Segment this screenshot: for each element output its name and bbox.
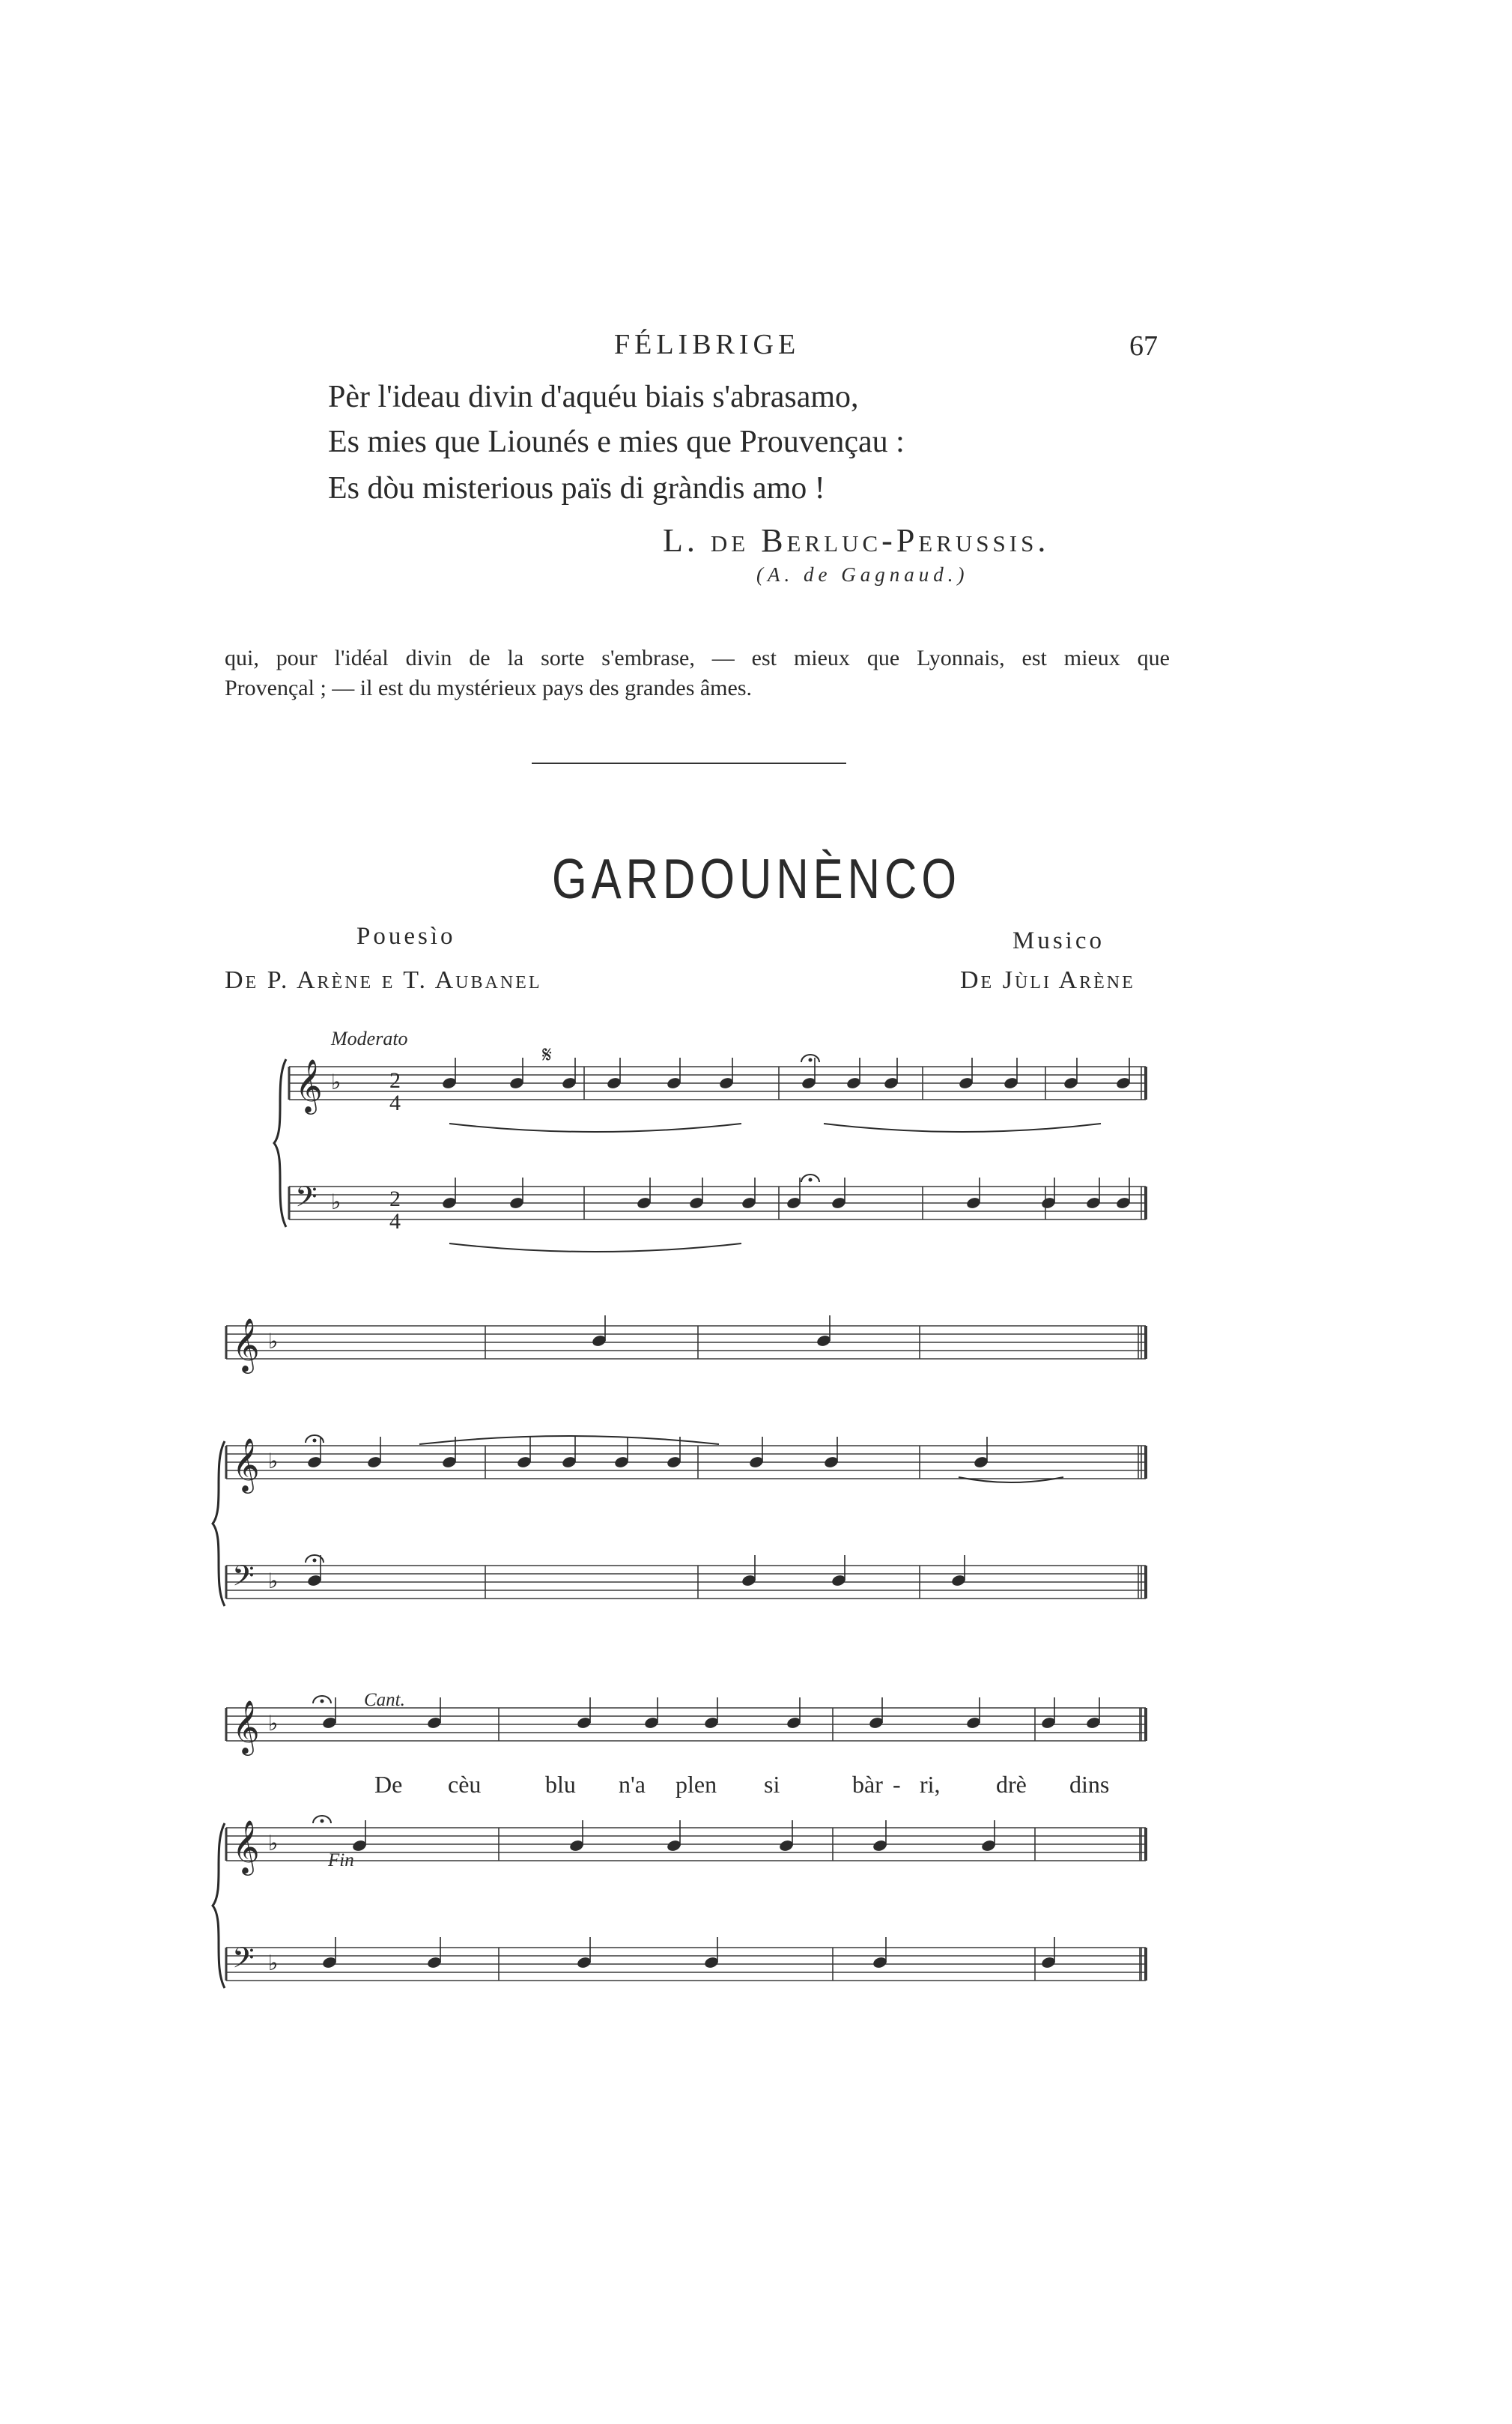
music-author: De Jùli Arène bbox=[960, 966, 1135, 994]
system-brace bbox=[274, 1059, 286, 1227]
lyric-syllable: si bbox=[764, 1771, 780, 1798]
lyric-syllable: - bbox=[893, 1771, 901, 1798]
lyric-syllable: ri, bbox=[920, 1771, 941, 1798]
fin-label: Fin bbox=[328, 1850, 354, 1870]
slur bbox=[419, 1436, 719, 1444]
poetry-authors: De P. Arène e T. Aubanel bbox=[225, 966, 542, 994]
slur bbox=[449, 1243, 741, 1252]
poem-author: L. de Berluc-Perussis. bbox=[663, 522, 1050, 559]
lyric-syllable: dins bbox=[1069, 1771, 1110, 1798]
bass-clef-icon: 𝄢 bbox=[295, 1180, 318, 1220]
lyric-syllable: plen bbox=[675, 1771, 717, 1798]
flat-icon: ♭ bbox=[331, 1190, 341, 1214]
music-label: Musico bbox=[1012, 927, 1105, 954]
slur bbox=[824, 1124, 1101, 1132]
time-sig-bottom: 4 bbox=[389, 1091, 401, 1115]
lyric-syllable: blu bbox=[545, 1771, 576, 1798]
lyric-syllable: n'a bbox=[619, 1771, 646, 1798]
fermata-dot bbox=[809, 1178, 813, 1182]
slur bbox=[959, 1477, 1063, 1482]
flat-icon: ♭ bbox=[331, 1070, 341, 1094]
tempo-marking: Moderato bbox=[331, 1028, 408, 1049]
poetry-label: Pouesìo bbox=[356, 923, 456, 950]
song-title: GARDOUNÈNCO bbox=[551, 847, 962, 910]
segno-icon: 𝄋 bbox=[542, 1042, 552, 1068]
running-title: FÉLIBRIGE bbox=[614, 329, 801, 360]
fermata-dot bbox=[809, 1058, 813, 1062]
slur bbox=[449, 1124, 741, 1132]
flat-icon: ♭ bbox=[268, 1711, 279, 1736]
time-signatures bbox=[389, 1068, 401, 1234]
time-sig-top: 2 bbox=[389, 1187, 401, 1211]
system-brace bbox=[213, 1823, 225, 1988]
treble-clef-icon: 𝄞 bbox=[232, 1699, 260, 1754]
system-brace bbox=[213, 1441, 225, 1606]
poem-line-2: Es mies que Liounés e mies que Prouvençau : bbox=[328, 425, 905, 459]
treble-clef-icon: 𝄞 bbox=[232, 1819, 260, 1873]
fermata-dot bbox=[321, 1819, 324, 1823]
treble-clef-icon: 𝄞 bbox=[232, 1317, 260, 1372]
flat-icon: ♭ bbox=[268, 1569, 279, 1593]
flat-icon: ♭ bbox=[268, 1831, 279, 1855]
fermata-dot bbox=[321, 1700, 324, 1703]
fermata-dot bbox=[313, 1439, 317, 1443]
time-sig-bottom: 4 bbox=[389, 1209, 401, 1234]
lyric-syllable: cèu bbox=[448, 1771, 482, 1798]
treble-clef-icon: 𝄞 bbox=[232, 1437, 260, 1491]
flat-icon: ♭ bbox=[268, 1329, 279, 1354]
fermata-dot bbox=[313, 1559, 317, 1563]
translation-line-1: qui, pour l'idéal divin de la sorte s'embrase, — est mieux que Lyonnais, est mieux que bbox=[225, 646, 1170, 670]
time-sig-top: 2 bbox=[389, 1068, 401, 1093]
lyric-syllable: De bbox=[374, 1771, 403, 1798]
lyric-syllable: drè bbox=[996, 1771, 1027, 1798]
lyric-syllable: bàr bbox=[852, 1771, 883, 1798]
flat-icon: ♭ bbox=[268, 1449, 279, 1473]
poem-line-1: Pèr l'ideau divin d'aquéu biais s'abrasamo, bbox=[328, 380, 859, 414]
cant-label: Cant. bbox=[364, 1690, 405, 1710]
bass-clef-icon: 𝄢 bbox=[232, 1559, 255, 1599]
treble-clef-icon: 𝄞 bbox=[295, 1058, 323, 1112]
page-number: 67 bbox=[1129, 330, 1158, 362]
flat-icon: ♭ bbox=[268, 1951, 279, 1975]
translation-line-2: Provençal ; — il est du mystérieux pays des grandes âmes. bbox=[225, 676, 753, 700]
poem-line-3: Es dòu misterious païs di gràndis amo ! bbox=[328, 471, 825, 506]
notation bbox=[213, 1042, 1132, 1988]
poem-pseudonym: (A. de Gagnaud.) bbox=[756, 563, 969, 586]
bass-clef-icon: 𝄢 bbox=[232, 1941, 255, 1981]
